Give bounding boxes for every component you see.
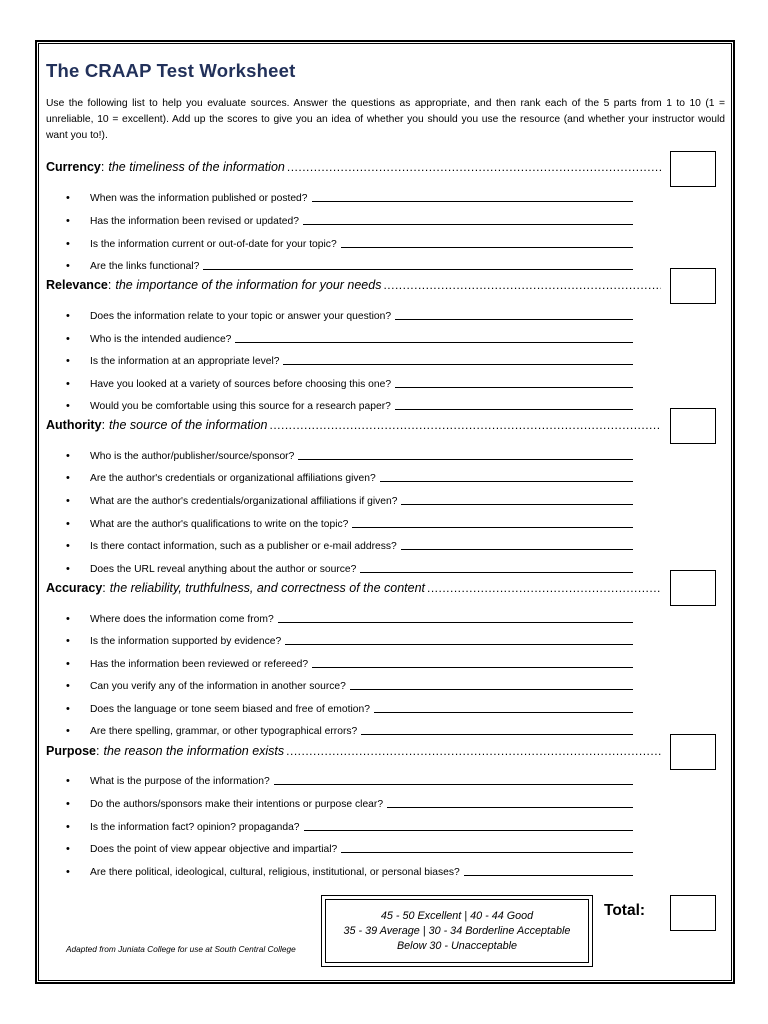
section-name: Authority [46,418,102,432]
question-row [66,769,633,787]
total-score-box[interactable] [670,895,716,931]
section-header-purpose [46,744,661,764]
score-box-purpose[interactable] [670,734,716,770]
answer-line[interactable] [312,666,633,668]
question-text: What is the purpose of the information? [90,776,270,787]
answer-line[interactable] [395,386,633,388]
question-text: Are the links functional? [90,261,200,272]
section-colon: : [100,160,105,174]
question-row [66,719,633,737]
bullet-icon: • [66,192,70,204]
score-box-accuracy[interactable] [670,570,716,606]
question-row [66,860,633,878]
question-row [66,489,633,507]
question-text: Can you verify any of the information in another source? [90,681,346,692]
bullet-icon: • [66,843,70,855]
answer-line[interactable] [341,246,633,248]
answer-line[interactable] [285,643,633,645]
section-header-currency [46,160,661,180]
question-row [66,837,633,855]
section-header-accuracy [46,581,661,601]
section-description: the timeliness of the information [108,160,285,174]
score-legend-line: 35 - 39 Average | 30 - 34 Borderline Acceptable [343,924,571,937]
answer-line[interactable] [360,571,633,573]
question-row [66,466,633,484]
question-text: What are the author's qualifications to write on the topic? [90,519,349,530]
dot-leader [427,581,661,595]
answer-line[interactable] [278,621,633,623]
dot-leader [269,418,661,432]
section-colon: : [107,278,112,292]
bullet-icon: • [66,635,70,647]
question-text: Has the information been reviewed or refereed? [90,659,309,670]
answer-line[interactable] [304,829,633,831]
answer-line[interactable] [298,458,633,460]
bullet-icon: • [66,703,70,715]
question-text: Are there political, ideological, cultural, religious, institutional, or personal biases? [90,867,460,878]
section-name: Currency [46,160,101,174]
bullet-icon: • [66,333,70,345]
bullet-icon: • [66,540,70,552]
question-text: Who is the intended audience? [90,334,232,345]
question-text: Where does the information come from? [90,614,274,625]
dot-leader [383,278,661,292]
question-row [66,557,633,575]
question-text: Would you be comfortable using this source for a research paper? [90,401,391,412]
answer-line[interactable] [350,688,633,690]
question-text: Is the information fact? opinion? propaganda? [90,822,300,833]
question-text: Has the information been revised or updated? [90,216,299,227]
intro-paragraph: Use the following list to help you evaluate sources. Answer the questions as appropriate, and then rank each of the 5 parts from 1 to 10 (1 = unreliable, 10 = excellent). Add up the scores to give you an idea of whether you should you use the resource (and whether your instructor would want you to!). [46,98,725,141]
answer-line[interactable] [303,223,633,225]
question-text: Have you looked at a variety of sources before choosing this one? [90,379,392,390]
bullet-icon: • [66,725,70,737]
score-legend-line: 45 - 50 Excellent | 40 - 44 Good [380,909,534,922]
bullet-icon: • [66,260,70,272]
question-row [66,629,633,647]
bullet-icon: • [66,378,70,390]
score-legend [325,899,589,963]
answer-line[interactable] [395,318,633,320]
answer-line[interactable] [312,200,633,202]
question-row [66,186,633,204]
answer-line[interactable] [380,480,633,482]
question-row [66,232,633,250]
answer-line[interactable] [283,363,633,365]
answer-line[interactable] [464,874,633,876]
answer-line[interactable] [235,341,633,343]
bullet-icon: • [66,518,70,530]
answer-line[interactable] [274,783,633,785]
bullet-icon: • [66,821,70,833]
bullet-icon: • [66,400,70,412]
question-row [66,607,633,625]
section-name: Accuracy [46,581,103,595]
question-row [66,349,633,367]
question-text: Who is the author/publisher/source/sponsor? [90,451,295,462]
answer-line[interactable] [203,268,633,270]
question-row [66,327,633,345]
answer-line[interactable] [387,806,633,808]
question-row [66,534,633,552]
dot-leader [287,160,661,174]
question-row [66,815,633,833]
bullet-icon: • [66,238,70,250]
question-row [66,304,633,322]
total-label: Total: [604,902,646,919]
question-text: Is there contact information, such as a publisher or e-mail address? [90,541,397,552]
section-description: the importance of the information for your needs [115,278,382,292]
score-box-authority[interactable] [670,408,716,444]
section-header-authority [46,418,661,438]
question-row [66,512,633,530]
question-row [66,652,633,670]
question-row [66,697,633,715]
question-text: Are there spelling, grammar, or other typographical errors? [90,726,358,737]
question-text: Does the point of view appear objective and impartial? [90,844,338,855]
section-colon: : [101,418,106,432]
bullet-icon: • [66,450,70,462]
answer-line[interactable] [361,733,633,735]
question-text: Is the information at an appropriate level? [90,356,280,367]
question-text: What are the author's credentials/organizational affiliations if given? [90,496,398,507]
question-row [66,792,633,810]
bullet-icon: • [66,866,70,878]
bullet-icon: • [66,472,70,484]
section-description: the reason the information exists [103,744,285,758]
bullet-icon: • [66,613,70,625]
question-text: Do the authors/sponsors make their intentions or purpose clear? [90,799,384,810]
answer-line[interactable] [341,851,633,853]
question-text: Is the information current or out-of-date for your topic? [90,239,337,250]
question-text: Are the author's credentials or organizational affiliations given? [90,473,376,484]
bullet-icon: • [66,310,70,322]
question-row [66,254,633,272]
section-name: Relevance [46,278,108,292]
question-text: When was the information published or posted? [90,193,308,204]
section-colon: : [102,581,106,595]
question-text: Does the information relate to your topic or answer your question? [90,311,392,322]
score-legend-line: Below 30 - Unacceptable [396,939,518,952]
bullet-icon: • [66,658,70,670]
bullet-icon: • [66,495,70,507]
bullet-icon: • [66,798,70,810]
page-title: The CRAAP Test Worksheet [46,60,296,81]
question-text: Does the language or tone seem biased and free of emotion? [90,704,370,715]
bullet-icon: • [66,355,70,367]
answer-line[interactable] [374,711,633,713]
answer-line[interactable] [395,408,633,410]
section-header-relevance [46,278,661,298]
dot-leader [286,744,661,758]
answer-line[interactable] [401,548,633,550]
bullet-icon: • [66,563,70,575]
question-row [66,209,633,227]
bullet-icon: • [66,775,70,787]
credit-note: Adapted from Juniata College for use at South Central College [66,944,296,954]
score-box-relevance[interactable] [670,268,716,304]
question-row [66,444,633,462]
question-row [66,394,633,412]
section-description: the reliability, truthfulness, and correctness of the content [109,581,425,595]
score-box-currency[interactable] [670,151,716,187]
bullet-icon: • [66,680,70,692]
question-row [66,372,633,390]
question-row [66,674,633,692]
section-name: Purpose [46,744,97,758]
section-colon: : [96,744,100,758]
question-text: Is the information supported by evidence? [90,636,282,647]
answer-line[interactable] [352,526,633,528]
question-text: Does the URL reveal anything about the author or source? [90,564,357,575]
bullet-icon: • [66,215,70,227]
answer-line[interactable] [401,503,633,505]
section-description: the source of the information [109,418,268,432]
